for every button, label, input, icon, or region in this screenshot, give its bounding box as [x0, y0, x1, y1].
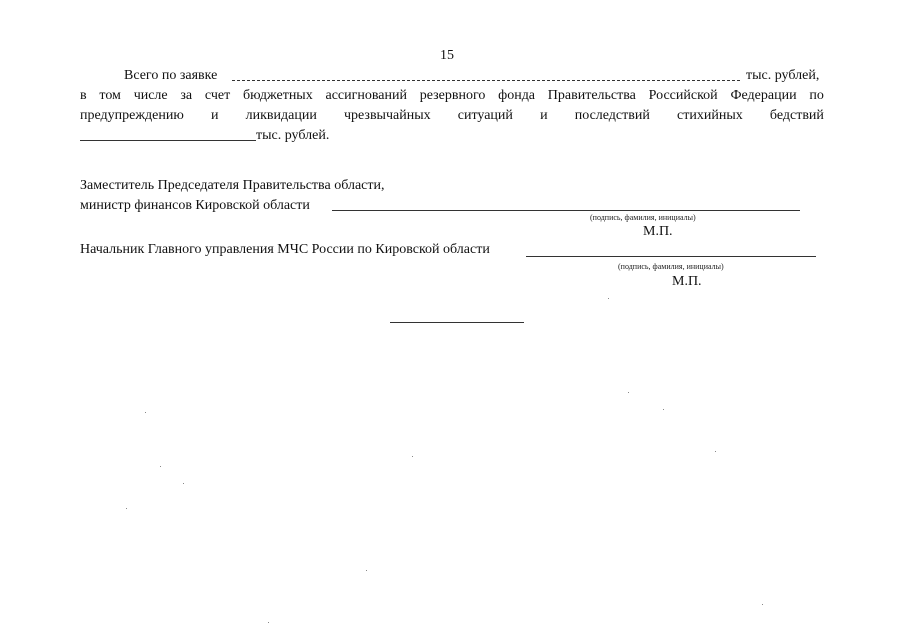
scan-speck — [715, 451, 716, 452]
scan-speck — [126, 508, 127, 509]
signatory1-seal: М.П. — [643, 224, 673, 239]
word: счет — [204, 88, 231, 103]
word: Федерации — [730, 88, 797, 103]
scan-speck — [145, 412, 146, 413]
word: бюджетных — [243, 88, 313, 103]
scan-speck — [268, 622, 269, 623]
scan-speck — [160, 466, 161, 467]
word: числе — [133, 88, 168, 103]
scan-speck — [762, 604, 763, 605]
signatory2-seal: М.П. — [672, 274, 702, 289]
word: предупреждению — [80, 108, 184, 123]
scan-speck — [366, 570, 367, 571]
total-amount-blank — [232, 80, 740, 81]
word: ситуаций — [457, 108, 513, 123]
word: и — [540, 108, 548, 123]
word: чрезвычайных — [343, 108, 431, 123]
page-number: 15 — [440, 48, 454, 63]
signatory2-signature-blank — [526, 256, 816, 257]
word: фонда — [498, 88, 536, 103]
word: Российской — [648, 88, 718, 103]
scan-speck — [628, 392, 629, 393]
word: последствий — [574, 108, 650, 123]
paragraph-line-2 — [80, 88, 824, 104]
word: ассигнований — [325, 88, 407, 103]
word: стихийных — [677, 108, 743, 123]
word: за — [180, 88, 193, 103]
signatory2-position: Начальник Главного управления МЧС России по Кировской области — [80, 242, 490, 257]
scan-speck — [663, 409, 664, 410]
word: и — [210, 108, 219, 123]
signatory1-caption: (подпись, фамилия, инициалы) — [590, 213, 696, 222]
reserve-unit: тыс. рублей. — [256, 128, 330, 143]
reserve-amount-blank — [80, 140, 256, 141]
signatory1-signature-blank — [332, 210, 800, 211]
paragraph-line-3 — [80, 108, 824, 124]
word: бедствий — [769, 108, 824, 123]
word: в — [80, 88, 87, 103]
word: по — [809, 88, 824, 103]
signatory1-position-line1: Заместитель Председателя Правительства области, — [80, 178, 385, 193]
word: ликвидации — [245, 108, 317, 123]
closing-separator — [390, 322, 524, 323]
signatory2-caption: (подпись, фамилия, инициалы) — [618, 262, 724, 271]
word: том — [99, 88, 121, 103]
total-unit: тыс. рублей, — [746, 68, 820, 83]
scan-speck — [608, 298, 609, 299]
word: Правительства — [547, 88, 636, 103]
signatory1-position-line2: министр финансов Кировской области — [80, 198, 310, 213]
scan-speck — [183, 483, 184, 484]
total-label: Всего по заявке — [124, 68, 218, 83]
scan-speck — [412, 456, 413, 457]
word: резервного — [419, 88, 486, 103]
